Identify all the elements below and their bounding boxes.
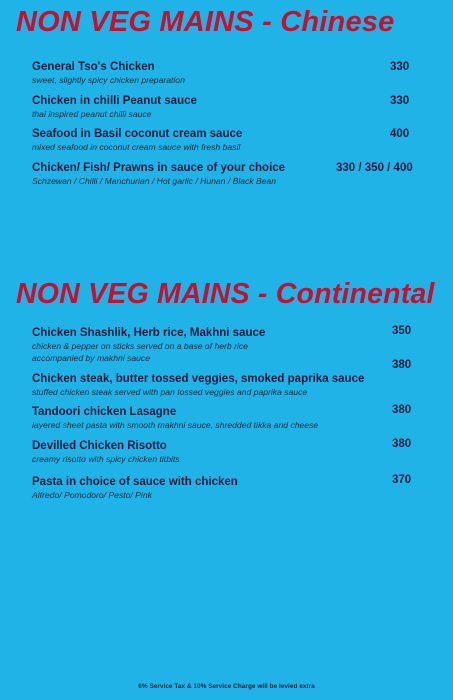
item-description: sweet, slightly spicy chicken preparation xyxy=(32,75,185,85)
item-name: Chicken Shashlik, Herb rice, Makhni sauce xyxy=(32,327,266,339)
item-price: 330 xyxy=(390,61,410,73)
item-name: Pasta in choice of sauce with chicken xyxy=(32,476,238,488)
item-name: Seafood in Basil coconut cream sauce xyxy=(32,128,243,140)
menu-item xyxy=(32,372,420,398)
item-price: 400 xyxy=(390,128,410,140)
item-price: 330 / 350 / 400 xyxy=(336,162,413,174)
item-price: 380 xyxy=(392,438,412,450)
menu-item xyxy=(32,405,420,431)
item-description: chicken & pepper on sticks served on a base of herb rice xyxy=(32,341,248,351)
menu-item xyxy=(32,475,420,501)
item-description: Schzewan / Chilli / Manchurian / Hot garlic / Hunan / Black Bean xyxy=(32,176,277,186)
item-price: 380 xyxy=(392,359,412,371)
item-name: Tandoori chicken Lasagne xyxy=(32,406,177,418)
menu-item xyxy=(32,60,420,86)
service-charge-note: 6% Service Tax & 10% Service Charge will be levied extra xyxy=(138,683,315,690)
item-name: Chicken/ Fish/ Prawns in sauce of your choice xyxy=(32,162,286,174)
item-description: mixed seafood in coconut cream sauce with fresh basil xyxy=(32,142,241,152)
item-price: 330 xyxy=(390,95,410,107)
menu-item xyxy=(32,127,420,153)
item-price: 370 xyxy=(392,474,412,486)
item-description: creamy risotto with spicy chicken titbits xyxy=(32,454,180,464)
item-name: General Tso's Chicken xyxy=(32,61,155,73)
item-description: stuffed chicken steak served with pan tossed veggies and paprika sauce xyxy=(32,387,308,397)
item-price: 350 xyxy=(392,325,412,337)
menu-item xyxy=(32,326,420,364)
item-description: layered sheet pasta with smooth makhni sauce, shredded tikka and cheese xyxy=(32,420,319,430)
item-price: 380 xyxy=(392,404,412,416)
section-title-chinese: NON VEG MAINS - Chinese xyxy=(16,6,395,38)
section-title-continental: NON VEG MAINS - Continental xyxy=(16,278,435,310)
item-description: thai inspired peanut chilli sauce xyxy=(32,109,152,119)
item-description: Alfredo/ Pomodoro/ Pesto/ Pink xyxy=(32,490,152,500)
item-name: Devilled Chicken Risotto xyxy=(32,440,167,452)
menu-item xyxy=(32,439,420,465)
item-name: Chicken steak, butter tossed veggies, smoked paprika sauce xyxy=(32,373,365,385)
item-name: Chicken in chilli Peanut sauce xyxy=(32,95,197,107)
item-description-line2: accompanied by makhni sauce xyxy=(32,353,150,363)
menu-item xyxy=(32,94,420,120)
